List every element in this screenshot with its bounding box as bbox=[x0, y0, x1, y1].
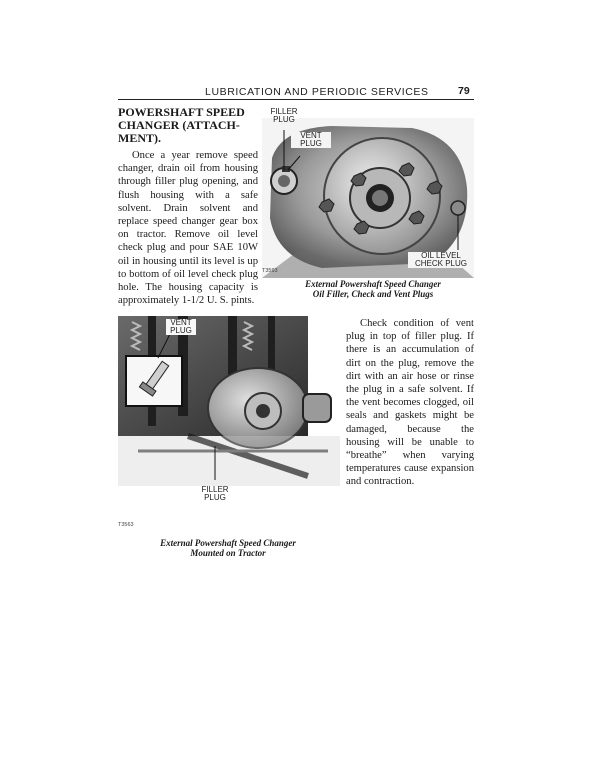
figure1-caption: External Powershaft Speed Changer Oil Filler, Check and Vent Plugs bbox=[305, 279, 441, 299]
section-title-line2: CHANGER (ATTACH- bbox=[118, 118, 240, 132]
page-number: 79 bbox=[458, 85, 470, 97]
section-title-line3: MENT). bbox=[118, 131, 161, 145]
section-title bbox=[118, 106, 258, 145]
figure2-number: T3563 bbox=[118, 522, 134, 528]
figure1-oil-level-check-plug-label: OIL LEVEL CHECK PLUG bbox=[408, 252, 474, 268]
figure1-vent-plug-label: VENT PLUG bbox=[291, 132, 331, 148]
figure1-number: T3593 bbox=[262, 268, 278, 274]
figure2-caption: External Powershaft Speed Changer Mounted on Tractor bbox=[160, 538, 296, 558]
paragraph-vent-plug: Check condition of vent plug in top of filler plug. If there is an accumulation of dirt on the plug, remove the dirt with an air hose or rinse the plug in a safe solvent. If the vent becomes clogged, oil seals and gaskets might be damaged, because the housing will be unable to “breathe” when varying temperatures cause expansion and contraction. bbox=[346, 318, 474, 488]
figure2-vent-plug-label: VENT PLUG bbox=[166, 319, 196, 335]
section-title-line1: POWERSHAFT SPEED bbox=[118, 105, 245, 119]
running-header: LUBRICATION AND PERIODIC SERVICES bbox=[205, 86, 429, 98]
figure1-filler-plug-label: FILLER PLUG bbox=[270, 107, 298, 124]
figure2-filler-plug-label: FILLER PLUG bbox=[201, 485, 229, 502]
paragraph-maintenance: Once a year remove speed changer, drain oil from housing through filler plug opening, and flush housing with a safe solvent. Drain solvent and replace speed changer gear box on tractor. Remove oil level check plug and pour SAE 10W oil in housing until its level is up to bottom of oil level check plug hole. The housing capacity is approximately 1-1/2 U. S. pints. bbox=[118, 150, 258, 307]
